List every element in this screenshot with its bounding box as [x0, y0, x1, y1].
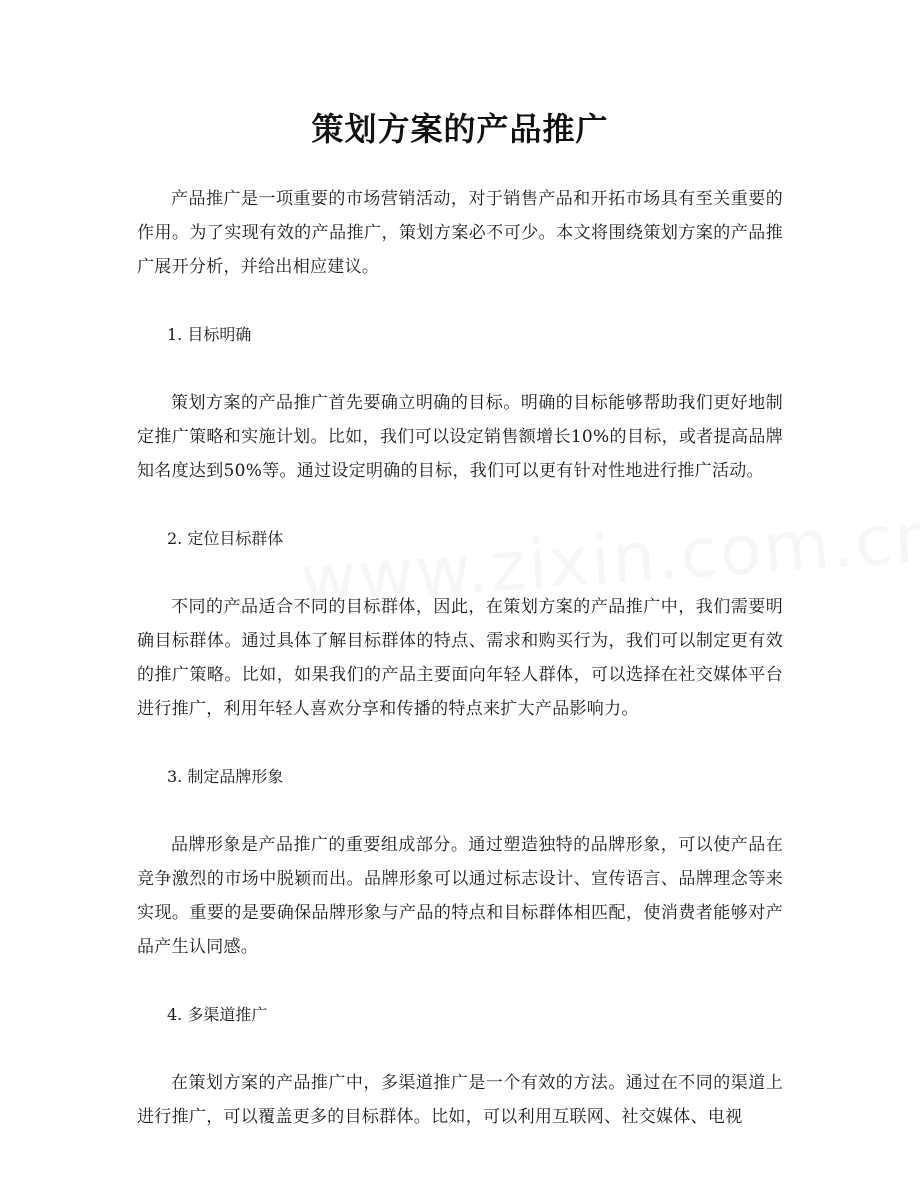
document-title: 策划方案的产品推广: [311, 110, 609, 148]
intro-paragraph: 产品推广是一项重要的市场营销活动，对于销售产品和开拓市场具有至关重要的作用。为了实现有效的产品推广，策划方案必不可少。本文将围绕策划方案的产品推广展开分析，并给出相应建议。: [137, 189, 783, 277]
section-heading: 1. 目标明确: [167, 325, 252, 344]
section-paragraph: 在策划方案的产品推广中，多渠道推广是一个有效的方法。通过在不同的渠道上进行推广，可以覆盖更多的目标群体。比如，可以利用互联网、社交媒体、电视: [137, 1073, 783, 1127]
section-heading: 4. 多渠道推广: [167, 1005, 268, 1024]
section-paragraph: 策划方案的产品推广首先要确立明确的目标。明确的目标能够帮助我们更好地制定推广策略和实施计划。比如，我们可以设定销售额增长10%的目标，或者提高品牌知名度达到50%等。通过设定明确的目标，我们可以更有针对性地进行推广活动。: [137, 393, 783, 481]
section-paragraph: 品牌形象是产品推广的重要组成部分。通过塑造独特的品牌形象，可以使产品在竞争激烈的市场中脱颖而出。品牌形象可以通过标志设计、宣传语言、品牌理念等来实现。重要的是要确保品牌形象与产品的特点和目标群体相匹配，使消费者能够对产品产生认同感。: [137, 835, 783, 957]
document-body: [137, 182, 783, 1168]
section-paragraph: 不同的产品适合不同的目标群体，因此，在策划方案的产品推广中，我们需要明确目标群体。通过具体了解目标群体的特点、需求和购买行为，我们可以制定更有效的推广策略。比如，如果我们的产品主要面向年轻人群体，可以选择在社交媒体平台进行推广，利用年轻人喜欢分享和传播的特点来扩大产品影响力。: [137, 597, 783, 719]
section-heading: 2. 定位目标群体: [167, 529, 284, 548]
section-heading: 3. 制定品牌形象: [167, 767, 284, 786]
